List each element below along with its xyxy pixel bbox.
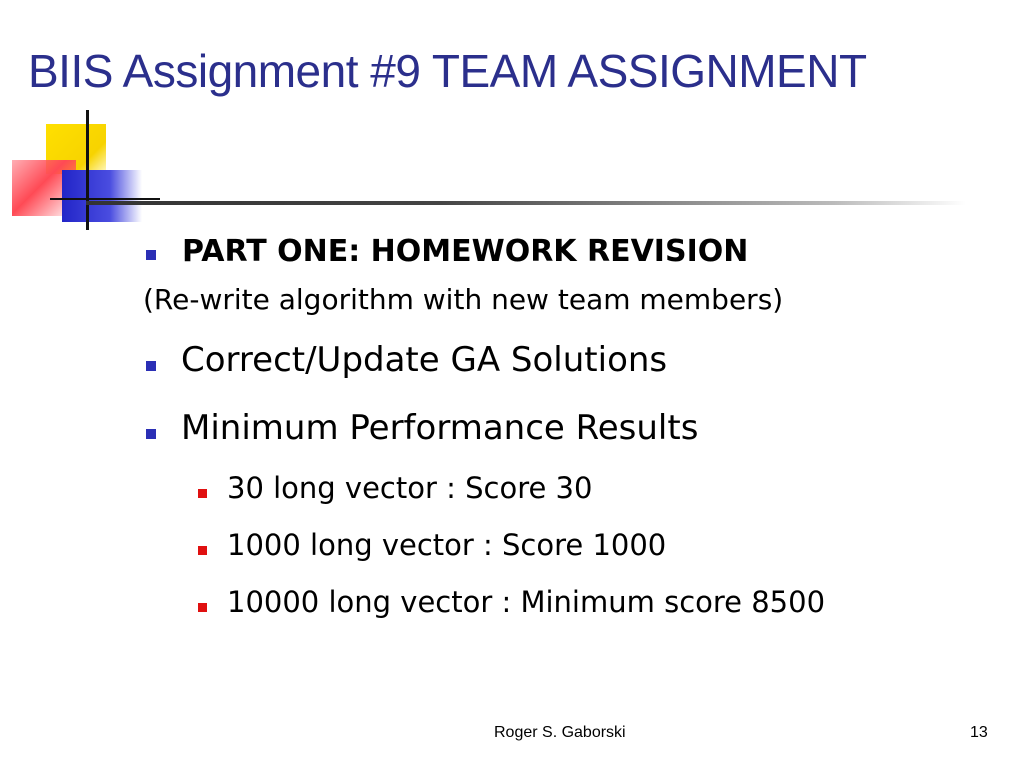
sub-bullet-1-text: 30 long vector : Score 30 [227, 471, 593, 505]
sub-bullet-square-icon [198, 489, 207, 498]
bullet-1-continuation: (Re-write algorithm with new team members) [143, 283, 784, 316]
footer-author: Roger S. Gaborski [494, 724, 626, 741]
bullet-square-icon [146, 361, 156, 371]
bullet-2-text: Correct/Update GA Solutions [181, 340, 668, 380]
sub-bullet-square-icon [198, 603, 207, 612]
footer-page-number: 13 [970, 724, 988, 741]
bullet-1-text: PART ONE: HOMEWORK REVISION [182, 234, 749, 269]
bullet-square-icon [146, 250, 156, 260]
slide-title: BIIS Assignment #9 TEAM ASSIGNMENT [28, 45, 867, 97]
sub-bullet-3-text: 10000 long vector : Minimum score 8500 [227, 585, 826, 619]
bullet-3-text: Minimum Performance Results [181, 408, 699, 448]
sub-bullet-square-icon [198, 546, 207, 555]
bullet-square-icon [146, 429, 156, 439]
sub-bullet-2-text: 1000 long vector : Score 1000 [227, 528, 667, 562]
